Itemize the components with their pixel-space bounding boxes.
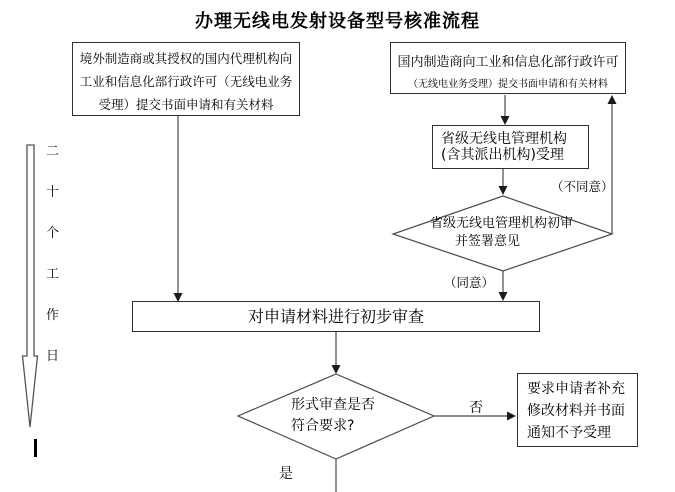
node-rejection-notice (517, 373, 638, 447)
edge-label-agree: （同意） (444, 275, 495, 290)
arrowhead-into-format-diamond (332, 365, 341, 374)
timeline-arrow (23, 145, 38, 427)
node-text-line: （无线电业务受理）提交书面申请和有关材料 (408, 79, 608, 90)
arrowhead-into-review-diamond (499, 186, 508, 195)
node-text-line: 省级无线电管理机构初审 (430, 216, 574, 231)
node-text-line: 并签署意见 (455, 234, 521, 249)
node-text-line: 形式审查是否 (291, 397, 375, 413)
node-overseas-applicant (72, 42, 300, 116)
node-text-line: (含其派出机构)受理 (441, 147, 564, 163)
page-title: 办理无线电发射设备型号核准流程 (195, 11, 480, 32)
node-provincial-review (430, 215, 573, 251)
arrowhead-into-reject-box (507, 412, 516, 421)
node-text-line: 要求申请者补充 (527, 381, 625, 397)
node-text-line: 境外制造商或其授权的国内代理机构向 (79, 51, 293, 66)
arrowhead-into-acceptance (501, 116, 510, 125)
edge-label-disagree: （不同意） (551, 179, 614, 194)
arrowhead-into-preliminary-right (499, 292, 508, 301)
node-text-line: 对申请材料进行初步审查 (247, 307, 424, 326)
node-text-line: 修改材料并书面 (527, 403, 625, 419)
edge-label-no: 否 (469, 400, 483, 416)
node-text-line: 国内制造商向工业和信息化部行政许可 (397, 55, 619, 70)
node-text-line: 通知不予受理 (527, 425, 611, 441)
node-text-line: 省级无线电管理机构 (441, 131, 567, 147)
timeline-label: 二十个工作日 (45, 144, 59, 364)
node-format-check (291, 395, 375, 437)
node-text-line: 符合要求? (291, 418, 355, 434)
edge-label-yes: 是 (279, 466, 293, 482)
node-preliminary-review (132, 301, 540, 332)
node-text-line: 受理）提交书面申请和有关材料 (98, 97, 274, 112)
timeline-end-tick (34, 439, 37, 457)
arrowhead-into-domestic-box (608, 95, 617, 104)
node-provincial-acceptance (432, 125, 589, 169)
node-domestic-applicant (390, 42, 626, 94)
node-text-line: 工业和信息化部行政许可（无线电业务 (79, 74, 293, 89)
